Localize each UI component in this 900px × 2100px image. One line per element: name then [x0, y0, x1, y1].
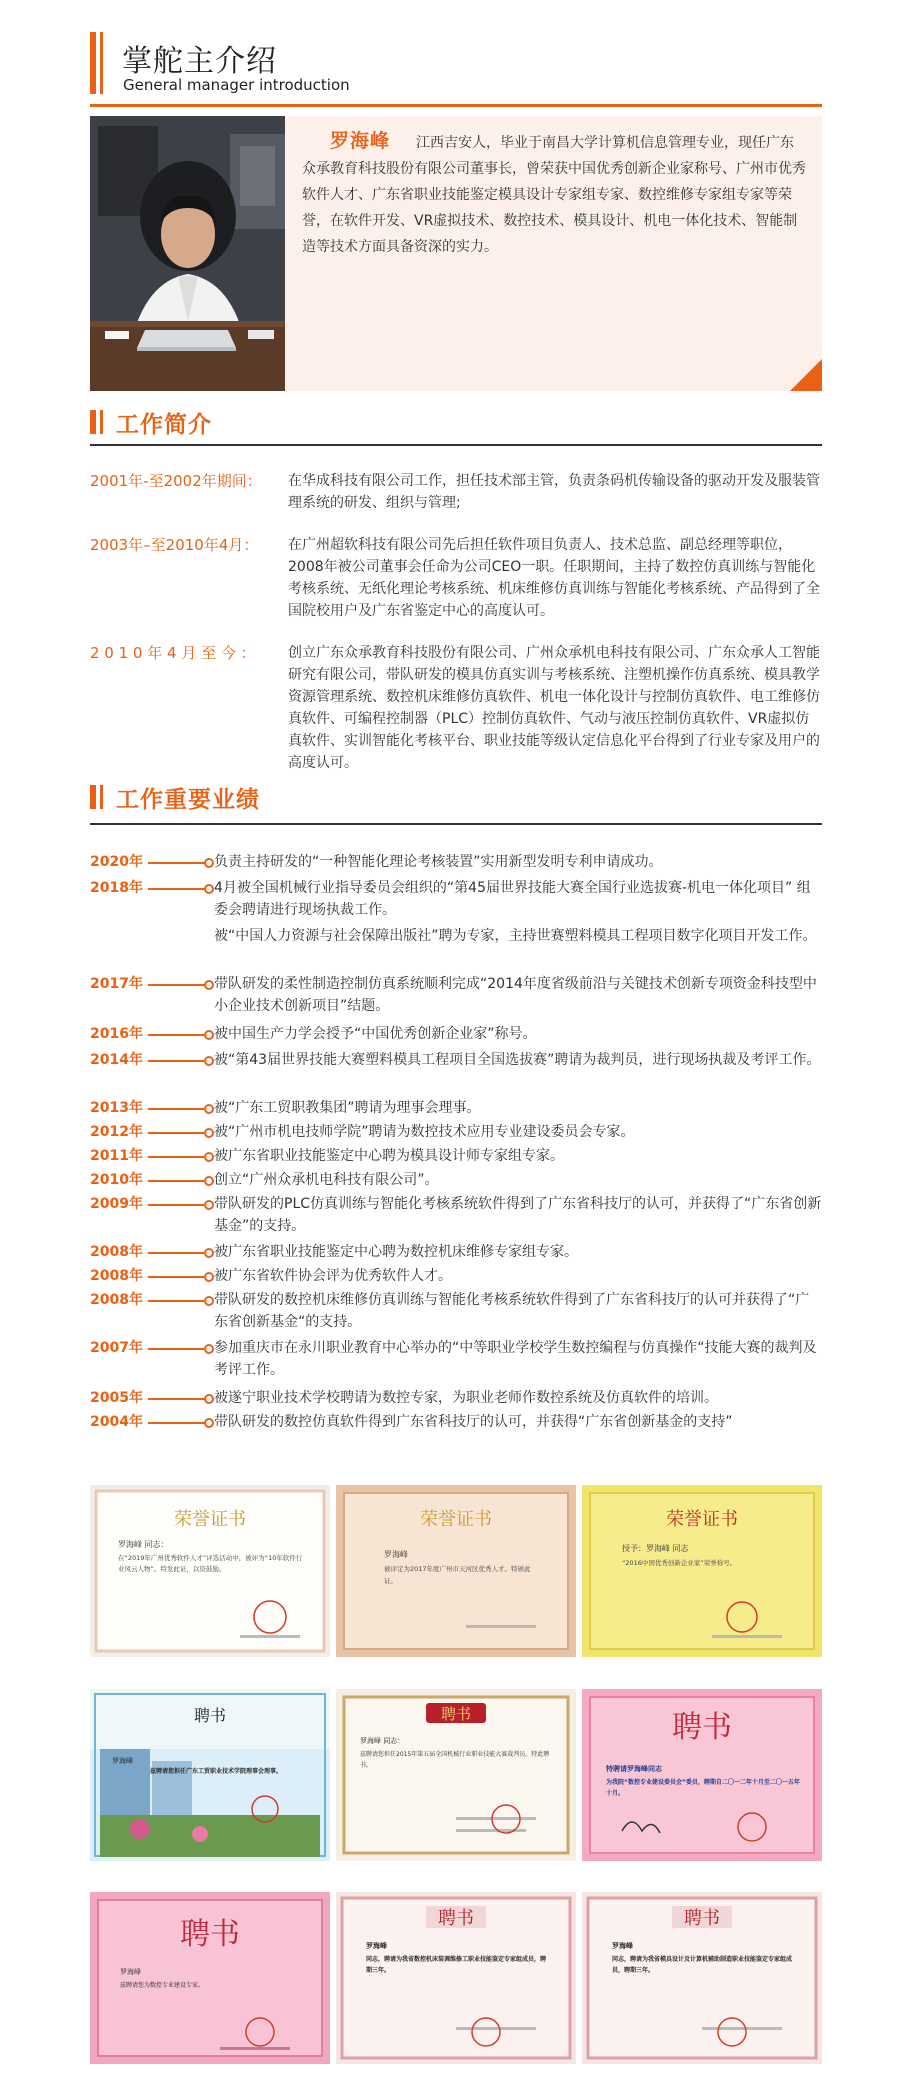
- cert-body: 同志，聘请为我省数控机床装调维修工职业技能鉴定专家组成员，聘期三年。: [366, 1956, 546, 1974]
- achievement-text: 被广东省职业技能鉴定中心聘为数控机床维修专家组专家。: [214, 1244, 578, 1260]
- achievement-year: 2016年: [90, 1026, 143, 1042]
- accent-bar: [100, 32, 103, 94]
- accent-bar: [90, 32, 96, 94]
- timeline-line: [148, 1348, 208, 1350]
- achievement-text: 参加重庆市在永川职业教育中心举办的“中等职业学校学生数控编程与仿真操作“技能大赛的裁判及考评工作。: [214, 1340, 817, 1378]
- achievement-year: 2008年: [90, 1292, 143, 1308]
- achievement-text: 被中国生产力学会授予“中国优秀创新企业家”称号。: [214, 1026, 537, 1042]
- profile-bio: [302, 128, 807, 260]
- timeline-dot: [204, 1152, 214, 1162]
- cert-title: 荣誉证书: [420, 1509, 492, 1530]
- achievement-year: 2010年: [90, 1172, 143, 1188]
- divider: [90, 104, 822, 107]
- achievement-text: 带队研发的数控机床维修仿真训练与智能化考核系统软件得到了广东省科技厅的认可并获得了“广东省创新基金“的支持。: [214, 1292, 810, 1330]
- appointment-letter: [582, 1892, 822, 2064]
- accent-bar: [90, 785, 96, 809]
- timeline-line: [148, 1204, 208, 1206]
- timeline-dot: [204, 884, 214, 894]
- cert-name: 罗海峰: [612, 1942, 633, 1950]
- achievement-year: 2018年: [90, 880, 143, 896]
- timeline-dot: [204, 1272, 214, 1282]
- profile-photo: [90, 116, 285, 391]
- achievement-year: 2012年: [90, 1124, 143, 1140]
- achievement-year: 2017年: [90, 976, 143, 992]
- honor-certificate: [90, 1485, 330, 1657]
- timeline-line: [148, 1156, 208, 1158]
- honor-certificate: [336, 1485, 576, 1657]
- timeline-dot: [204, 1200, 214, 1210]
- work-description: 创立广东众承教育科技股份有限公司、广州众承机电科技有限公司、广东众承人工智能研究有限公司，带队研发的模具仿真实训与考核系统、注塑机操作仿真系统、模具教学资源管理系统、数控机床维修仿真软件、机电一体化设计与控制仿真软件、电工维修仿真软件、可编程控制器（PLC）控制仿真软件、气动与液压控制仿真软件、VR虚拟仿真软件、实训智能化考核平台、职业技能等级认定信息化平台得到了行业专家及用户的高度认可。: [288, 645, 820, 771]
- cert-title: 聘书: [672, 1710, 732, 1745]
- timeline-line: [148, 1252, 208, 1254]
- achievement-text: 4月被全国机械行业指导委员会组织的“第45届世界技能大赛全国行业选拔赛-机电一体化项目” 组委会聘请进行现场执裁工作。: [214, 880, 811, 918]
- achievement-year: 2020年: [90, 854, 143, 870]
- achievements-section-heading: [90, 779, 822, 813]
- achievement-year: 2008年: [90, 1268, 143, 1284]
- profile-description: 江西吉安人，毕业于南昌大学计算机信息管理专业，现任广东众承教育科技股份有限公司董事长，曾荣获中国优秀创新企业家称号、广州市优秀软件人才、广东省职业技能鉴定模具设计专家组专家、数控维修专家组专家等荣誉，在软件开发、VR虚拟技术、数控技术、模具设计、机电一体化技术、智能制造等技术方面具备资深的实力。: [302, 135, 806, 255]
- profile-name: 罗海峰: [330, 130, 391, 152]
- timeline-dot: [204, 1030, 214, 1040]
- cert-body: 为我院“数控专业建设委员会”委员，聘期自二〇一二年十月至二〇一五年十月。: [606, 1779, 800, 1797]
- timeline-line: [148, 1422, 208, 1424]
- cert-name: 罗海峰 同志：: [118, 1540, 169, 1549]
- achievement-year: 2007年: [90, 1340, 143, 1356]
- achievement-year: 2005年: [90, 1390, 143, 1406]
- achievement-text: 创立“广州众承机电科技有限公司”。: [214, 1172, 439, 1188]
- timeline-dot: [204, 1296, 214, 1306]
- timeline-line: [148, 1398, 208, 1400]
- timeline-line: [148, 1300, 208, 1302]
- section-header: [90, 30, 822, 102]
- timeline-dot: [204, 1104, 214, 1114]
- timeline-dot: [204, 1176, 214, 1186]
- timeline-dot: [204, 1394, 214, 1404]
- appointment-letter: [90, 1892, 330, 2064]
- timeline-dot: [204, 1056, 214, 1066]
- achievement-year: 2004年: [90, 1414, 143, 1430]
- accent-bar: [100, 410, 103, 434]
- cert-title: 荣誉证书: [174, 1509, 246, 1530]
- cert-body: 兹聘请您担任2015年第五届全国机械行业职业技能大赛裁判员。特此聘书。: [360, 1751, 550, 1769]
- cert-name: 特聘请罗海峰同志: [606, 1765, 662, 1773]
- work-period: 2001年-至2002年期间：: [90, 472, 262, 490]
- work-description: 在广州超软科技有限公司先后担任软件项目负责人、技术总监、副总经理等职位，2008年被公司董事会任命为公司CEO一职。任职期间，主持了数控仿真训练与智能化考核系统、无纸化理论考核系统、机床维修仿真训练与智能化考核系统、产品得到了全国院校用户及广东省鉴定中心的高度认可。: [288, 537, 820, 619]
- timeline-line: [148, 862, 208, 864]
- appointment-letter: [336, 1689, 576, 1861]
- timeline-line: [148, 888, 208, 890]
- achievement-text: 被“广州市机电技师学院”聘请为数控技术应用专业建设委员会专家。: [214, 1124, 635, 1140]
- achievement-text: 被“中国人力资源与社会保障出版社”聘为专家，主持世赛塑料模具工程项目数字化项目开发工作。: [214, 928, 817, 944]
- cert-title: 聘书: [193, 1706, 227, 1725]
- divider: [90, 444, 822, 446]
- cert-title: 聘书: [180, 1917, 240, 1952]
- cert-name: 授予：罗海峰 同志: [622, 1544, 689, 1553]
- work-section-heading: [90, 404, 822, 446]
- timeline-dot: [204, 1128, 214, 1138]
- appointment-letter: [582, 1689, 822, 1861]
- cert-name: 罗海峰: [366, 1942, 387, 1950]
- timeline-line: [148, 984, 208, 986]
- achievement-text: 带队研发的柔性制造控制仿真系统顺利完成“2014年度省级前沿与关键技术创新专项资金科技型中小企业技术创新项目”结题。: [214, 976, 817, 1014]
- cert-name: 罗海峰: [120, 1968, 141, 1976]
- cert-body: 兹聘请您为数控专业建设专家。: [120, 1982, 205, 1989]
- achievement-year: 2009年: [90, 1196, 143, 1212]
- appointment-letter: [90, 1689, 330, 1861]
- work-heading: 工作简介: [116, 412, 212, 438]
- timeline-line: [148, 1276, 208, 1278]
- achievements-heading: 工作重要业绩: [116, 787, 260, 813]
- achievement-text: 被遂宁职业技术学校聘请为数控专家，为职业老师作数控系统及仿真软件的培训。: [214, 1390, 718, 1406]
- achievement-text: 带队研发的PLC仿真训练与智能化考核系统软件得到了广东省科技厅的认可，并获得了“广东省创新基金”的支持。: [214, 1196, 822, 1234]
- cert-body: 同志，聘请为我省模具设计及计算机辅助制造职业技能鉴定专家组成员，聘期三年。: [612, 1956, 792, 1974]
- cert-body: 被评定为2017年度广州市天河区优秀人才。特颁此证。: [384, 1565, 531, 1585]
- cert-body: “2016中国优秀创新企业家”荣誉称号。: [622, 1559, 737, 1567]
- cert-title: 聘书: [440, 1705, 472, 1723]
- profile-card: [90, 116, 822, 391]
- achievement-text: 被广东省软件协会评为优秀软件人才。: [214, 1268, 452, 1284]
- timeline-line: [148, 1034, 208, 1036]
- cert-name: 罗海峰: [112, 1757, 133, 1765]
- achievement-text: 被广东省职业技能鉴定中心聘为模具设计师专家组专家。: [214, 1148, 564, 1164]
- timeline-line: [148, 1108, 208, 1110]
- accent-bar: [90, 410, 96, 434]
- timeline-line: [148, 1180, 208, 1182]
- divider: [90, 823, 822, 825]
- work-item: [90, 534, 822, 622]
- achievement-text: 被“第43届世界技能大赛塑料模具工程项目全国选拔赛”聘请为裁判员，进行现场执裁及考评工作。: [214, 1052, 821, 1068]
- achievement-text: 带队研发的数控仿真软件得到广东省科技厅的认可，并获得“广东省创新基金的支持”: [214, 1414, 733, 1430]
- timeline-dot: [204, 858, 214, 868]
- cert-body: 在“2019年广州优秀软件人才”评选活动中，被评为“10年软件行业风云人物”。特发此证，以资鼓励。: [118, 1554, 303, 1573]
- cert-name: 罗海峰 同志：: [360, 1737, 405, 1745]
- timeline-dot: [204, 1418, 214, 1428]
- accent-bar: [100, 785, 103, 809]
- cert-name: 罗海峰: [384, 1550, 408, 1559]
- work-item: [90, 642, 822, 774]
- timeline-dot: [204, 1248, 214, 1258]
- achievement-year: 2011年: [90, 1148, 143, 1164]
- achievement-text: 被“广东工贸职教集团”聘请为理事会理事。: [214, 1100, 481, 1116]
- page-title: 掌舵主介绍: [122, 44, 277, 79]
- cert-title: 聘书: [438, 1908, 474, 1929]
- timeline-dot: [204, 1344, 214, 1354]
- cert-title: 荣誉证书: [666, 1509, 738, 1530]
- timeline-dot: [204, 980, 214, 990]
- cert-title: 聘书: [684, 1908, 720, 1929]
- achievement-year: 2014年: [90, 1052, 143, 1068]
- appointment-letter: [336, 1892, 576, 2064]
- page-subtitle: General manager introduction: [123, 76, 350, 94]
- achievement-year: 2013年: [90, 1100, 143, 1116]
- achievement-text: 负责主持研发的“一种智能化理论考核装置”实用新型发明专利申请成功。: [214, 854, 663, 870]
- achievement-year: 2008年: [90, 1244, 143, 1260]
- cert-body: 兹聘请您担任广东工贸职业技术学院理事会理事。: [150, 1768, 283, 1775]
- timeline-line: [148, 1132, 208, 1134]
- honor-certificate: [582, 1485, 822, 1657]
- work-period: 2003年–至2010年4月：: [90, 536, 259, 554]
- work-item: [90, 470, 822, 514]
- work-description: 在华成科技有限公司工作，担任技术部主管，负责条码机传输设备的驱动开发及服装管理系统的研发、组织与管理;: [288, 473, 820, 511]
- timeline-line: [148, 1060, 208, 1062]
- corner-decoration: [790, 359, 822, 391]
- work-period: 2 0 1 0 年 4 月 至 今 ：: [90, 644, 256, 662]
